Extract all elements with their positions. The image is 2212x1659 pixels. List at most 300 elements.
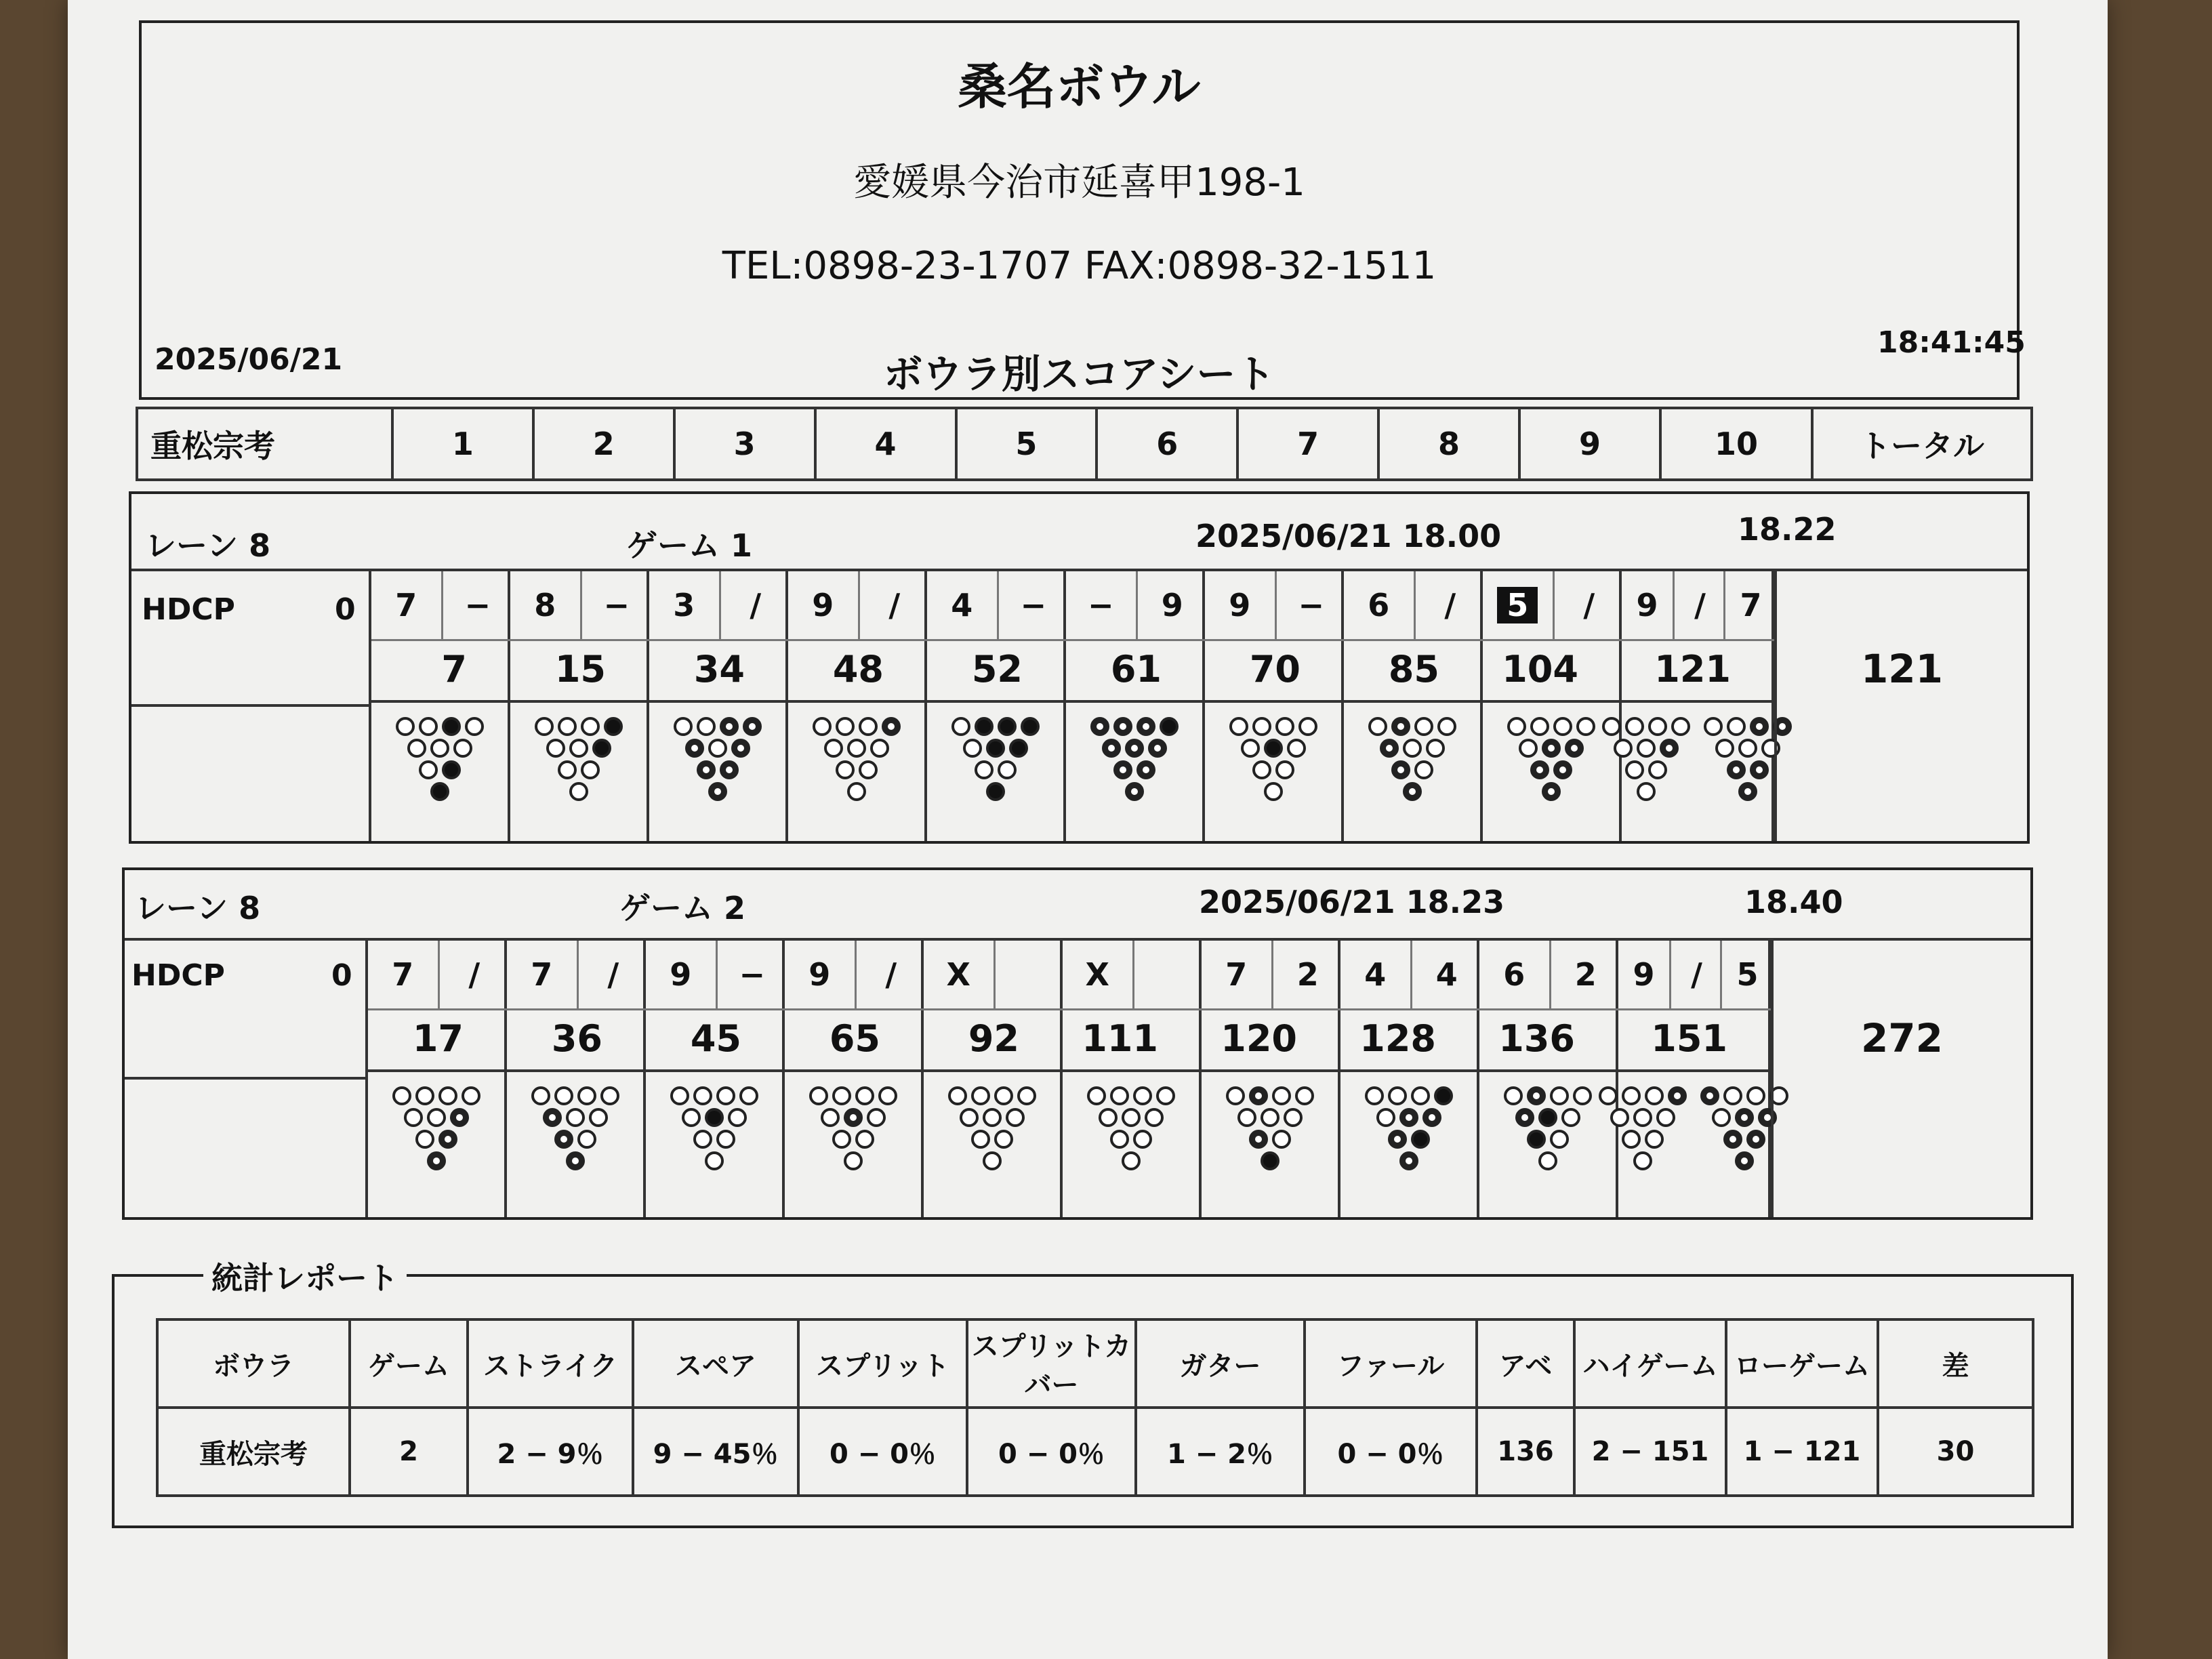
roll-value: 7 (392, 956, 414, 993)
pin-icon (592, 739, 611, 758)
pin-icon (1160, 717, 1179, 736)
pin-icon (1530, 717, 1549, 736)
pin-icon (844, 1151, 863, 1170)
roll-mark (646, 941, 716, 1010)
frame-6 (1063, 941, 1202, 1217)
pin-icon (1403, 739, 1422, 758)
pin-icon (867, 1108, 886, 1127)
roll-mark (716, 941, 787, 1010)
center-contact: TEL:0898-23-1707 FAX:0898-32-1511 (722, 244, 1437, 288)
game-1-hdcp-value: 0 (335, 592, 356, 627)
pin-diagram (1368, 717, 1456, 801)
roll-value: X (1085, 956, 1109, 993)
game-2-number: ゲーム 2 (619, 890, 746, 926)
pin-icon (855, 1130, 874, 1149)
print-time: 18:41:45 (1877, 325, 2026, 360)
pin-icon (1550, 1086, 1569, 1105)
pin-icon (1538, 1108, 1557, 1127)
pin-diagram (809, 1086, 897, 1170)
pin-icon (581, 717, 600, 736)
pin-icon (1113, 760, 1132, 779)
pin-icon (693, 1130, 712, 1149)
pin-icon (1434, 1086, 1453, 1105)
frame-header-table (136, 407, 2033, 481)
pin-icon (1519, 739, 1538, 758)
pin-icon (569, 782, 588, 801)
pin-icon (1414, 717, 1433, 736)
roll-mark (1673, 571, 1725, 641)
pin-icon (983, 1151, 1002, 1170)
pin-icon (1573, 1086, 1592, 1105)
frame-10 (1622, 571, 1774, 841)
frame-num-4: 4 (815, 408, 956, 480)
pin-icon (1527, 1130, 1546, 1149)
roll-value: 4 (1435, 956, 1458, 993)
roll-value: − (1087, 587, 1114, 623)
frame-2 (507, 941, 646, 1217)
pin-icon (577, 1086, 596, 1105)
cumulative-score: 7 (371, 639, 508, 703)
roll-mark (368, 941, 438, 1010)
pin-icon (1735, 1151, 1754, 1170)
pin-icon (1527, 1086, 1546, 1105)
pin-icon (1399, 1151, 1418, 1170)
frame-8 (1344, 571, 1483, 841)
pin-icon (975, 760, 994, 779)
roll-value: − (464, 587, 491, 623)
pin-icon (1275, 760, 1294, 779)
pin-icon (948, 1086, 967, 1105)
pin-icon (693, 1086, 712, 1105)
pin-icon (1622, 1130, 1641, 1149)
roll-mark (1622, 571, 1673, 641)
pin-icon (1264, 739, 1283, 758)
game-1-lane: レーン 8 (145, 527, 271, 564)
stats-strike: 2 − 9％ (468, 1408, 633, 1496)
pin-icon (1538, 1151, 1557, 1170)
pin-icon (1110, 1130, 1129, 1149)
pin-icon (720, 717, 739, 736)
roll-mark (1136, 571, 1208, 641)
pin-icon (1229, 717, 1248, 736)
pin-icon (731, 739, 750, 758)
pin-diagram (1365, 1086, 1453, 1170)
pin-icon (438, 1130, 457, 1149)
pin-icon (531, 1086, 550, 1105)
pin-icon (682, 1108, 701, 1127)
pin-icon (1727, 717, 1746, 736)
frame-9 (1483, 571, 1622, 841)
roll-mark (1202, 941, 1271, 1010)
roll-value: 9 (1633, 956, 1655, 993)
frame-9 (1479, 941, 1618, 1217)
bowler-name: 重松宗考 (137, 408, 392, 480)
total-label: トータル (1812, 408, 2032, 480)
pin-icon (1735, 1108, 1754, 1127)
stats-table (156, 1318, 2034, 1497)
cumulative-score: 151 (1618, 1008, 1768, 1072)
pin-diagram (1507, 717, 1595, 801)
pin-icon (1261, 1151, 1279, 1170)
roll-mark (1414, 571, 1486, 641)
pin-icon (419, 717, 438, 736)
pin-icon (1656, 1108, 1675, 1127)
pin-icon (1561, 1108, 1580, 1127)
frame-1 (371, 571, 510, 841)
roll-value: 9 (1229, 587, 1251, 623)
pin-icon (670, 1086, 689, 1105)
pin-icon (1530, 760, 1549, 779)
cumulative-score: 85 (1344, 639, 1480, 703)
pin-icon (1723, 1086, 1742, 1105)
roll-mark (994, 941, 1065, 1010)
cumulative-score: 52 (927, 639, 1063, 703)
pin-icon (705, 1108, 724, 1127)
pin-icon (1411, 1130, 1430, 1149)
roll-mark (1410, 941, 1482, 1010)
roll-value: 8 (534, 587, 556, 623)
pin-icon (442, 760, 461, 779)
pin-icon (809, 1086, 828, 1105)
roll-value: 2 (1296, 956, 1319, 993)
roll-value: 7 (1740, 587, 1762, 623)
frame-num-5: 5 (956, 408, 1097, 480)
frame-3 (649, 571, 788, 841)
cumulative-score: 111 (1063, 1008, 1199, 1072)
pin-icon (1553, 717, 1572, 736)
pin-icon (998, 717, 1017, 736)
pin-icon (697, 760, 716, 779)
pin-icon (546, 739, 565, 758)
roll-mark (1479, 941, 1549, 1010)
pin-icon (708, 782, 727, 801)
center-address: 愛媛県今治市延喜甲198-1 (853, 161, 1305, 205)
pin-icon (427, 1108, 446, 1127)
pin-icon (543, 1108, 562, 1127)
pin-icon (1614, 739, 1633, 758)
pin-icon (1542, 782, 1561, 801)
cumulative-score: 128 (1340, 1008, 1477, 1072)
pin-icon (1391, 760, 1410, 779)
roll-mark (785, 941, 855, 1010)
pin-icon (1723, 1130, 1742, 1149)
pin-icon (1622, 1086, 1641, 1105)
roll-mark (1271, 941, 1343, 1010)
pin-icon (1113, 717, 1132, 736)
cumulative-score: 34 (649, 639, 785, 703)
pin-diagram (1602, 717, 1690, 801)
pin-icon (1414, 760, 1433, 779)
roll-mark (855, 941, 926, 1010)
pin-icon (1633, 1151, 1652, 1170)
pin-icon (1602, 717, 1621, 736)
frame-8 (1340, 941, 1479, 1217)
pin-icon (438, 1086, 457, 1105)
pin-icon (1391, 717, 1410, 736)
pin-icon (705, 1151, 724, 1170)
pin-icon (404, 1108, 423, 1127)
pin-icon (1388, 1086, 1407, 1105)
pin-icon (1637, 739, 1656, 758)
pin-diagram (392, 1086, 480, 1170)
roll-mark (577, 941, 649, 1010)
roll-value: / (1444, 587, 1456, 623)
game-2-frames (368, 941, 2030, 1217)
pin-icon (674, 717, 693, 736)
pin-diagram (535, 717, 623, 801)
pin-icon (882, 717, 901, 736)
print-date: 2025/06/21 (155, 342, 343, 377)
pin-icon (1148, 739, 1167, 758)
roll-value: 5 (1497, 587, 1538, 623)
roll-mark (371, 571, 441, 641)
cumulative-score: 136 (1479, 1008, 1616, 1072)
pin-icon (1136, 760, 1155, 779)
pin-icon (1426, 739, 1445, 758)
pin-icon (1099, 1108, 1118, 1127)
game-2-box (122, 867, 2033, 1220)
roll-mark (997, 571, 1069, 641)
pin-icon (1376, 1108, 1395, 1127)
pin-diagram (948, 1086, 1036, 1170)
pin-icon (1133, 1130, 1152, 1149)
roll-mark (1553, 571, 1624, 641)
game-2-hdcp-value: 0 (331, 958, 352, 993)
roll-value: 6 (1503, 956, 1525, 993)
pin-icon (1700, 1086, 1719, 1105)
frame-7 (1205, 571, 1344, 841)
cumulative-score: 36 (507, 1008, 643, 1072)
pin-icon (1252, 717, 1271, 736)
pin-icon (836, 760, 855, 779)
pin-icon (1704, 717, 1723, 736)
roll-value: 4 (1364, 956, 1387, 993)
pin-icon (1226, 1086, 1245, 1105)
game-1-frames (371, 571, 2027, 841)
pin-icon (1750, 760, 1769, 779)
roll-mark (1483, 571, 1553, 641)
pin-icon (963, 739, 982, 758)
pin-icon (1637, 782, 1656, 801)
roll-value: 4 (951, 587, 973, 623)
pin-icon (558, 760, 577, 779)
stats-h-split: スプリット (798, 1319, 967, 1408)
pin-icon (975, 717, 994, 736)
roll-mark (1720, 941, 1773, 1010)
pin-diagram (1226, 1086, 1314, 1170)
frame-num-7: 7 (1237, 408, 1378, 480)
pin-icon (739, 1086, 758, 1105)
pin-icon (1388, 1130, 1407, 1149)
pin-diagram (951, 717, 1040, 801)
pin-icon (558, 717, 577, 736)
roll-value: / (885, 956, 897, 993)
pin-icon (1738, 739, 1757, 758)
pin-icon (1411, 1086, 1430, 1105)
pin-diagram (1087, 1086, 1175, 1170)
roll-value: 3 (673, 587, 695, 623)
pin-icon (836, 717, 855, 736)
roll-mark (1132, 941, 1204, 1010)
roll-mark (438, 941, 510, 1010)
stats-games: 2 (350, 1408, 468, 1496)
pin-icon (569, 739, 588, 758)
stats-low: 1 − 121 (1726, 1408, 1878, 1496)
pin-icon (1156, 1086, 1175, 1105)
roll-mark (1549, 941, 1621, 1010)
pin-icon (1145, 1108, 1164, 1127)
pin-icon (1750, 717, 1769, 736)
pin-icon (708, 739, 727, 758)
pin-icon (1504, 1086, 1523, 1105)
pin-icon (986, 782, 1005, 801)
pin-icon (960, 1108, 979, 1127)
roll-value: 6 (1368, 587, 1390, 623)
pin-icon (1746, 1086, 1765, 1105)
pin-icon (415, 1086, 434, 1105)
frame-num-3: 3 (674, 408, 815, 480)
frame-7 (1202, 941, 1340, 1217)
pin-icon (1136, 717, 1155, 736)
cumulative-score: 48 (788, 639, 924, 703)
pin-icon (983, 1108, 1002, 1127)
pin-icon (859, 717, 878, 736)
roll-value: / (888, 587, 901, 623)
game-2-lane: レーン 8 (135, 890, 261, 926)
pin-icon (1087, 1086, 1106, 1105)
roll-value: / (1583, 587, 1595, 623)
pin-icon (566, 1108, 585, 1127)
pin-icon (1645, 1130, 1664, 1149)
stats-split: 0 − 0％ (798, 1408, 967, 1496)
roll-mark (580, 571, 652, 641)
frame-4 (785, 941, 924, 1217)
pin-icon (1368, 717, 1387, 736)
pin-icon (994, 1130, 1013, 1149)
roll-value: 9 (808, 956, 831, 993)
roll-mark (1669, 941, 1722, 1010)
cumulative-score: 104 (1483, 639, 1619, 703)
roll-value: / (750, 587, 762, 623)
pin-diagram (1090, 717, 1179, 801)
stats-h-high: ハイゲーム (1574, 1319, 1726, 1408)
frame-num-8: 8 (1378, 408, 1519, 480)
pin-icon (1006, 1108, 1025, 1127)
frame-num-9: 9 (1519, 408, 1660, 480)
pin-diagram (813, 717, 901, 801)
roll-mark (927, 571, 997, 641)
pin-icon (1660, 739, 1679, 758)
roll-value: 9 (1636, 587, 1658, 623)
pin-icon (728, 1108, 747, 1127)
pin-icon (1261, 1108, 1279, 1127)
pin-icon (855, 1086, 874, 1105)
pin-icon (1437, 717, 1456, 736)
pin-icon (566, 1151, 585, 1170)
pin-icon (697, 717, 716, 736)
pin-icon (1275, 717, 1294, 736)
pin-icon (1738, 782, 1757, 801)
pin-diagram (674, 717, 762, 801)
pin-diagram (1504, 1086, 1592, 1170)
pin-icon (450, 1108, 469, 1127)
stats-bowler: 重松宗考 (157, 1408, 350, 1496)
pin-icon (1287, 739, 1306, 758)
roll-value: − (603, 587, 630, 623)
roll-mark (788, 571, 858, 641)
roll-value: / (1694, 587, 1706, 623)
pin-icon (813, 717, 832, 736)
stats-h-spare: スペア (633, 1319, 798, 1408)
game-2-end: 18.40 (1744, 884, 1843, 920)
pin-icon (1633, 1108, 1652, 1127)
pin-icon (1237, 1108, 1256, 1127)
pin-icon (1365, 1086, 1384, 1105)
frame-2 (510, 571, 649, 841)
pin-icon (870, 739, 889, 758)
pin-icon (1648, 717, 1667, 736)
pin-icon (1550, 1130, 1569, 1149)
roll-mark (1344, 571, 1414, 641)
pin-icon (1542, 739, 1561, 758)
pin-icon (1648, 760, 1667, 779)
roll-mark (924, 941, 994, 1010)
frame-num-6: 6 (1097, 408, 1237, 480)
pin-icon (1625, 760, 1644, 779)
roll-value: X (946, 956, 970, 993)
pin-icon (1565, 739, 1584, 758)
pin-icon (998, 760, 1017, 779)
pin-icon (986, 739, 1005, 758)
pin-icon (685, 739, 704, 758)
pin-diagram (531, 1086, 619, 1170)
pin-icon (1380, 739, 1399, 758)
stats-h-average: アベ (1477, 1319, 1574, 1408)
pin-icon (430, 782, 449, 801)
cumulative-score: 45 (646, 1008, 782, 1072)
pin-icon (844, 1108, 863, 1127)
cumulative-score: 92 (924, 1008, 1060, 1072)
pin-icon (604, 717, 623, 736)
pin-icon (415, 1130, 434, 1149)
pin-icon (1422, 1108, 1441, 1127)
roll-mark (1618, 941, 1669, 1010)
frame-1 (368, 941, 507, 1217)
game-total-score: 272 (1860, 1015, 1944, 1061)
game-1-number: ゲーム 1 (626, 527, 753, 564)
stats-h-split-cover: スプリットカバー (967, 1319, 1136, 1408)
game-1-box (129, 491, 2030, 844)
roll-value: 7 (395, 587, 417, 623)
pin-icon (407, 739, 426, 758)
pin-icon (994, 1086, 1013, 1105)
pin-icon (1403, 782, 1422, 801)
pin-icon (554, 1086, 573, 1105)
pin-icon (1122, 1108, 1141, 1127)
pin-icon (971, 1130, 990, 1149)
frame-5 (924, 941, 1063, 1217)
cumulative-score: 120 (1202, 1008, 1338, 1072)
roll-mark (649, 571, 719, 641)
roll-value: − (1020, 587, 1047, 623)
pin-icon (1610, 1108, 1629, 1127)
pin-icon (971, 1086, 990, 1105)
pin-icon (1507, 717, 1526, 736)
pin-icon (419, 760, 438, 779)
cumulative-score: 15 (510, 639, 647, 703)
pin-diagram (396, 717, 484, 801)
pin-icon (1272, 1086, 1291, 1105)
